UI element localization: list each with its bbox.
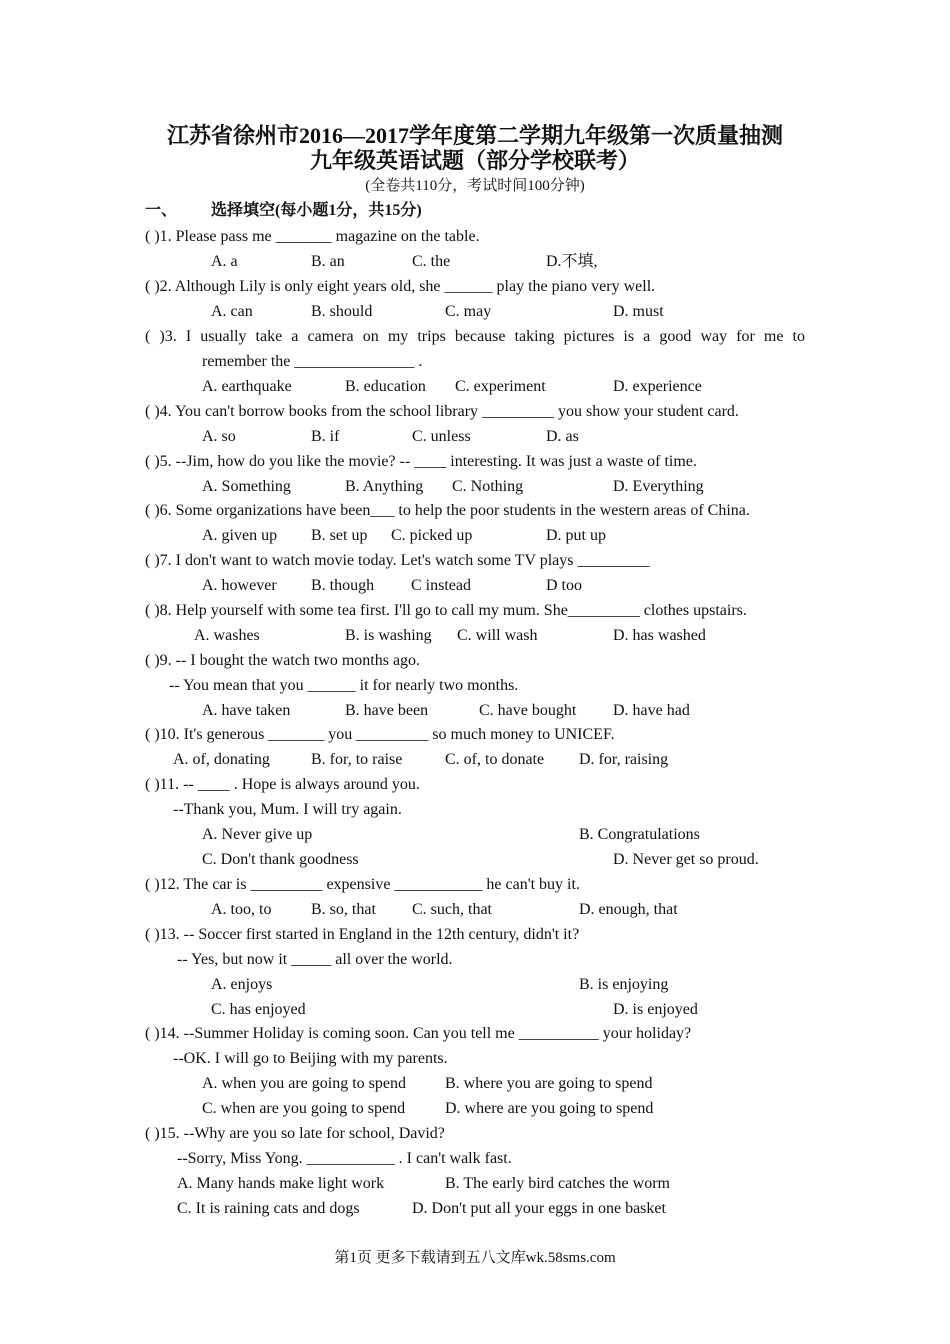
question-12-stem: ( )12. The car is _________ expensive ___________ he can't buy it. bbox=[145, 876, 580, 893]
question-9-stem-cont: -- You mean that you ______ it for nearly two months. bbox=[169, 677, 519, 694]
section-heading: 选择填空(每小题1分，共15分) bbox=[211, 202, 422, 219]
q9-option-d: D. have had bbox=[613, 702, 690, 719]
q10-option-a: A. of, donating bbox=[173, 751, 270, 768]
question-14-stem-cont: --OK. I will go to Beijing with my parents. bbox=[173, 1050, 448, 1067]
q9-option-c: C. have bought bbox=[479, 702, 577, 719]
q3-option-a: A. earthquake bbox=[202, 378, 292, 395]
q8-option-d: D. has washed bbox=[613, 627, 706, 644]
q7-option-d: D too bbox=[546, 577, 582, 594]
q3-option-b: B. education bbox=[345, 378, 426, 395]
q15-option-d: D. Don't put all your eggs in one basket bbox=[412, 1200, 666, 1217]
q12-option-a: A. too, to bbox=[211, 901, 272, 918]
q11-option-d: D. Never get so proud. bbox=[613, 851, 759, 868]
q4-option-c: C. unless bbox=[412, 428, 471, 445]
q12-option-c: C. such, that bbox=[412, 901, 492, 918]
q15-option-c: C. It is raining cats and dogs bbox=[177, 1200, 360, 1217]
q7-option-a: A. however bbox=[202, 577, 277, 594]
q2-option-a: A. can bbox=[211, 303, 253, 320]
exam-info: (全卷共110分，考试时间100分钟) bbox=[365, 178, 585, 194]
q2-option-d: D. must bbox=[613, 303, 664, 320]
q1-option-b: B. an bbox=[311, 253, 345, 270]
q8-option-b: B. is washing bbox=[345, 627, 432, 644]
q4-option-d: D. as bbox=[546, 428, 579, 445]
q13-option-c: C. has enjoyed bbox=[211, 1001, 306, 1018]
question-9-stem: ( )9. -- I bought the watch two months ago. bbox=[145, 652, 421, 669]
q11-option-b: B. Congratulations bbox=[579, 826, 700, 843]
question-3-stem-cont: remember the _______________ . bbox=[202, 353, 423, 370]
q15-option-b: B. The early bird catches the worm bbox=[445, 1175, 670, 1192]
q12-option-b: B. so, that bbox=[311, 901, 376, 918]
question-7-stem: ( )7. I don't want to watch movie today. Let's watch some TV plays _________ bbox=[145, 552, 650, 569]
q6-option-c: C. picked up bbox=[391, 527, 473, 544]
question-13-stem: ( )13. -- Soccer first started in England in the 12th century, didn't it? bbox=[145, 926, 580, 943]
question-11-stem-cont: --Thank you, Mum. I will try again. bbox=[173, 801, 402, 818]
q4-option-b: B. if bbox=[311, 428, 340, 445]
q1-option-c: C. the bbox=[412, 253, 451, 270]
q9-option-a: A. have taken bbox=[202, 702, 291, 719]
q14-option-c: C. when are you going to spend bbox=[202, 1100, 406, 1117]
question-15-stem-cont: --Sorry, Miss Yong. ___________ . I can't walk fast. bbox=[177, 1150, 512, 1167]
q6-option-b: B. set up bbox=[311, 527, 368, 544]
q14-option-b: B. where you are going to spend bbox=[445, 1075, 653, 1092]
q13-option-a: A. enjoys bbox=[211, 976, 273, 993]
q2-option-c: C. may bbox=[445, 303, 492, 320]
page-footer: 第1页 更多下载请到五八文库wk.58sms.com bbox=[334, 1250, 616, 1266]
q2-option-b: B. should bbox=[311, 303, 373, 320]
q11-option-c: C. Don't thank goodness bbox=[202, 851, 359, 868]
q10-option-d: D. for, raising bbox=[579, 751, 669, 768]
q11-option-a: A. Never give up bbox=[202, 826, 313, 843]
q5-option-d: D. Everything bbox=[613, 478, 704, 495]
question-3-stem: ( )3. I usually take a camera on my trips because taking pictures is a good way for me to bbox=[145, 328, 805, 345]
q14-option-a: A. when you are going to spend bbox=[202, 1075, 406, 1092]
exam-subtitle-title: 九年级英语试题（部分学校联考） bbox=[309, 148, 640, 173]
q1-option-a: A. a bbox=[211, 253, 238, 270]
q10-option-b: B. for, to raise bbox=[311, 751, 403, 768]
q13-option-b: B. is enjoying bbox=[579, 976, 669, 993]
q6-option-a: A. given up bbox=[202, 527, 278, 544]
q1-option-d: D.不填, bbox=[546, 253, 598, 270]
section-number: 一、 bbox=[145, 202, 178, 219]
q9-option-b: B. have been bbox=[345, 702, 429, 719]
question-1-stem: ( )1. Please pass me _______ magazine on the table. bbox=[145, 228, 480, 245]
exam-title: 江苏省徐州市2016—2017学年度第二学期九年级第一次质量抽测 bbox=[166, 123, 783, 148]
q5-option-b: B. Anything bbox=[345, 478, 424, 495]
q8-option-c: C. will wash bbox=[457, 627, 538, 644]
q4-option-a: A. so bbox=[202, 428, 236, 445]
q3-option-c: C. experiment bbox=[455, 378, 546, 395]
q10-option-c: C. of, to donate bbox=[445, 751, 545, 768]
question-14-stem: ( )14. --Summer Holiday is coming soon. Can you tell me __________ your holiday? bbox=[145, 1025, 692, 1042]
question-13-stem-cont: -- Yes, but now it _____ all over the world. bbox=[177, 951, 453, 968]
question-2-stem: ( )2. Although Lily is only eight years old, she ______ play the piano very well. bbox=[145, 278, 656, 295]
q3-option-d: D. experience bbox=[613, 378, 702, 395]
question-10-stem: ( )10. It's generous _______ you _________ so much money to UNICEF. bbox=[145, 726, 615, 743]
q13-option-d: D. is enjoyed bbox=[613, 1001, 698, 1018]
q14-option-d: D. where are you going to spend bbox=[445, 1100, 654, 1117]
q5-option-a: A. Something bbox=[202, 478, 291, 495]
question-11-stem: ( )11. -- ____ . Hope is always around you. bbox=[145, 776, 420, 793]
question-4-stem: ( )4. You can't borrow books from the school library _________ you show your student card. bbox=[145, 403, 739, 420]
question-5-stem: ( )5. --Jim, how do you like the movie? -- ____ interesting. It was just a waste of time. bbox=[145, 453, 697, 470]
question-15-stem: ( )15. --Why are you so late for school, David? bbox=[145, 1125, 445, 1142]
q7-option-b: B. though bbox=[311, 577, 375, 594]
q5-option-c: C. Nothing bbox=[452, 478, 524, 495]
question-6-stem: ( )6. Some organizations have been___ to help the poor students in the western areas of China. bbox=[145, 502, 750, 519]
q8-option-a: A. washes bbox=[194, 627, 260, 644]
q15-option-a: A. Many hands make light work bbox=[177, 1175, 385, 1192]
question-8-stem: ( )8. Help yourself with some tea first. I'll go to call my mum. She_________ clothes upstairs. bbox=[145, 602, 747, 619]
q12-option-d: D. enough, that bbox=[579, 901, 678, 918]
q6-option-d: D. put up bbox=[546, 527, 606, 544]
q7-option-c: C instead bbox=[411, 577, 471, 594]
